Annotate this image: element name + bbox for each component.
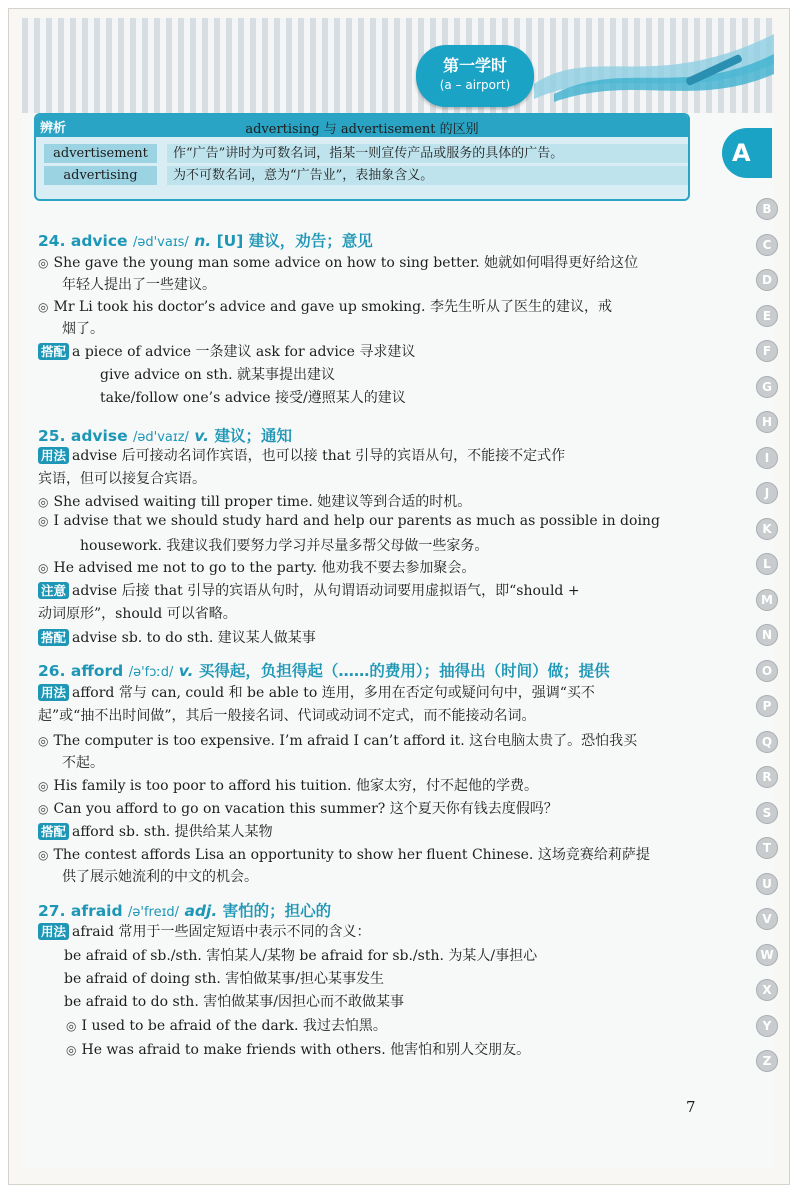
collocation-line (38, 627, 316, 647)
phrase-line (64, 968, 384, 988)
index-letter-i[interactable]: I (756, 447, 778, 469)
example-line (38, 730, 637, 750)
collocation-label: 搭配 (38, 823, 69, 840)
usage-line (38, 705, 535, 725)
entry-24-heading (38, 229, 373, 251)
phrase-line (64, 945, 537, 965)
lesson-range: (a – airport) (439, 78, 511, 92)
entry-number: 26. (38, 662, 66, 680)
bullet-icon: ◎ (38, 256, 49, 270)
collocation-line (38, 821, 273, 841)
bullet-icon: ◎ (38, 495, 49, 509)
note-line (38, 603, 237, 623)
entry-phonetic: /əd'vaɪz/ (133, 430, 189, 445)
index-letter-r[interactable]: R (756, 766, 778, 788)
bullet-icon: ◎ (66, 1019, 77, 1033)
example-text: She advised waiting till proper time. 她建议等到合适的时机。 (53, 494, 472, 510)
example-line (38, 798, 558, 818)
index-letter-c[interactable]: C (756, 234, 778, 256)
index-letter-q[interactable]: Q (756, 731, 778, 753)
usage-text: 宾语，但可以接复合宾语。 (38, 471, 206, 487)
entry-phonetic: /ə'freɪd/ (128, 905, 180, 920)
usage-label: 用法 (38, 684, 69, 701)
usage-text: afraid 常用于一些固定短语中表示不同的含义： (72, 924, 371, 940)
index-letter-g[interactable]: G (756, 376, 778, 398)
entry-pos: v. (194, 427, 210, 445)
example-line (62, 752, 104, 772)
entry-pos: adj. (184, 902, 218, 920)
usage-label: 用法 (38, 447, 69, 464)
collocation-text: afford sb. sth. 提供给某人某物 (72, 824, 273, 840)
example-line (66, 1015, 387, 1035)
analysis-desc: 作“广告”讲时为可数名词，指某一则宣传产品或服务的具体的广告。 (167, 144, 690, 163)
example-line (38, 491, 471, 511)
example-line (66, 1039, 530, 1059)
entry-gloss: 害怕的；担心的 (222, 902, 332, 920)
usage-label: 用法 (38, 923, 69, 940)
analysis-term: advertisement (44, 144, 157, 163)
phrase-text: be afraid of sb./sth. 害怕某人/某物 be afraid for sb./sth. 为某人/事担心 (64, 948, 538, 964)
entry-gloss: 买得起，负担得起（……的费用）；抽得出（时间）做；提供 (198, 662, 610, 680)
note-line (38, 580, 580, 600)
index-letter-d[interactable]: D (756, 269, 778, 291)
collocation-line (100, 387, 406, 407)
index-letter-u[interactable]: U (756, 873, 778, 895)
example-text: Mr Li took his doctor’s advice and gave up smoking. 李先生听从了医生的建议，戒 (53, 299, 612, 315)
collocation-text: advise sb. to do sth. 建议某人做某事 (72, 630, 316, 646)
index-letter-x[interactable]: X (756, 979, 778, 1001)
index-letter-k[interactable]: K (756, 518, 778, 540)
usage-text: 起”或“抽不出时间做”，其后一般接名词、代词或动词不定式，而不能接动名词。 (38, 708, 536, 724)
example-line (38, 775, 538, 795)
phrase-text: be afraid to do sth. 害怕做某事/因担心而不敢做某事 (64, 994, 404, 1010)
entry-word: advice (70, 232, 128, 250)
entry-word: afford (70, 662, 124, 680)
example-text: His family is too poor to afford his tuition. 他家太穷，付不起他的学费。 (53, 778, 538, 794)
bullet-icon: ◎ (38, 734, 49, 748)
bullet-icon: ◎ (38, 802, 49, 816)
analysis-header (36, 115, 688, 137)
note-text: advise 后接 that 引导的宾语从句时，从句谓语动词要用虚拟语气，即“should + (72, 583, 580, 599)
example-text: I used to be afraid of the dark. 我过去怕黑。 (81, 1018, 387, 1034)
analysis-title: advertising 与 advertisement 的区别 (245, 122, 479, 137)
example-text: She gave the young man some advice on how to sing better. 她就如何唱得更好给这位 (53, 255, 639, 271)
page-number: 7 (686, 1098, 696, 1116)
index-letter-j[interactable]: J (756, 482, 778, 504)
index-letter-m[interactable]: M (756, 589, 778, 611)
entry-number: 24. (38, 232, 66, 250)
collocation-label: 搭配 (38, 629, 69, 646)
analysis-box (34, 113, 690, 201)
example-line (62, 274, 216, 294)
entry-27-heading (38, 899, 331, 921)
entry-word: advise (70, 427, 128, 445)
example-line (80, 535, 488, 555)
example-text: 供了展示她流利的中文的机会。 (62, 869, 258, 885)
example-text: He advised me not to go to the party. 他劝我不要去参加聚会。 (53, 560, 476, 576)
analysis-desc: 为不可数名词，意为“广告业”，表抽象含义。 (167, 166, 690, 185)
lesson-badge (416, 45, 534, 107)
note-label: 注意 (38, 582, 69, 599)
bullet-icon: ◎ (38, 561, 49, 575)
index-letter-h[interactable]: H (756, 411, 778, 433)
entry-pos: v. (178, 662, 194, 680)
example-line (38, 252, 638, 272)
example-line (38, 557, 475, 577)
note-text: 动词原形”，should 可以省略。 (38, 606, 237, 622)
index-letter-t[interactable]: T (756, 837, 778, 859)
index-letter-w[interactable]: W (756, 944, 778, 966)
example-text: 年轻人提出了一些建议。 (62, 277, 216, 293)
index-letter-e[interactable]: E (756, 305, 778, 327)
index-letter-f[interactable]: F (756, 340, 778, 362)
entry-number: 27. (38, 902, 66, 920)
collocation-text: a piece of advice 一条建议 ask for advice 寻求建议 (72, 344, 416, 360)
usage-line (38, 468, 206, 488)
header-wave-decoration (534, 24, 774, 104)
bullet-icon: ◎ (38, 300, 49, 314)
example-line (38, 296, 612, 316)
bullet-icon: ◎ (66, 1043, 77, 1057)
collocation-text: give advice on sth. 就某事提出建议 (100, 367, 335, 383)
example-text: Can you afford to go on vacation this summer? 这个夏天你有钱去度假吗？ (53, 801, 558, 817)
index-letter-p[interactable]: P (756, 695, 778, 717)
entry-phonetic: /əd'vaɪs/ (132, 235, 189, 250)
example-text: I advise that we should study hard and help our parents as much as possible in doing (53, 513, 660, 529)
usage-line (38, 921, 370, 941)
entry-phonetic: /ə'fɔːd/ (128, 665, 174, 680)
example-line (62, 866, 258, 886)
example-text: 不起。 (62, 755, 104, 771)
entry-26-heading (38, 659, 610, 681)
example-line (38, 844, 650, 864)
collocation-text: take/follow one’s advice 接受/遵照某人的建议 (100, 390, 406, 406)
index-letter-v[interactable]: V (756, 908, 778, 930)
entry-gloss: 建议；通知 (214, 427, 292, 445)
example-line (38, 513, 660, 529)
usage-line (38, 445, 565, 465)
example-text: He was afraid to make friends with others. 他害怕和别人交朋友。 (81, 1042, 531, 1058)
bullet-icon: ◎ (38, 848, 49, 862)
index-letter-n[interactable]: N (756, 624, 778, 646)
example-text: 烟了。 (62, 321, 104, 337)
entry-number: 25. (38, 427, 66, 445)
entry-word: afraid (70, 902, 123, 920)
index-letter-o[interactable]: O (756, 660, 778, 682)
usage-line (38, 682, 595, 702)
index-tab-active[interactable]: A (722, 128, 772, 178)
entry-pos: n. (194, 232, 212, 250)
analysis-term: advertising (44, 166, 157, 185)
example-text: The contest affords Lisa an opportunity to show her fluent Chinese. 这场竞赛给莉萨提 (53, 847, 650, 863)
index-letter-b[interactable]: B (756, 198, 778, 220)
analysis-tag: 辨析 (40, 121, 67, 136)
example-text: housework. 我建议我们要努力学习并尽量多帮父母做一些家务。 (80, 538, 489, 554)
entry-25-heading (38, 424, 292, 446)
bullet-icon: ◎ (38, 779, 49, 793)
collocation-line (38, 341, 415, 361)
entry-gloss: [U] 建议，劝告；意见 (216, 232, 373, 250)
phrase-line (64, 991, 404, 1011)
example-line (62, 318, 104, 338)
usage-text: afford 常与 can, could 和 be able to 连用，多用在否定句或疑问句中，强调“买不 (72, 685, 595, 701)
phrase-text: be afraid of doing sth. 害怕做某事/担心某事发生 (64, 971, 384, 987)
index-letter-z[interactable]: Z (756, 1050, 778, 1072)
index-letter-y[interactable]: Y (756, 1015, 778, 1037)
usage-text: advise 后可接动名词作宾语，也可以接 that 引导的宾语从句，不能接不定式作 (72, 448, 566, 464)
index-letter-l[interactable]: L (756, 553, 778, 575)
collocation-label: 搭配 (38, 343, 69, 360)
lesson-title: 第一学时 (442, 56, 507, 75)
collocation-line (100, 364, 335, 384)
index-letter-s[interactable]: S (756, 802, 778, 824)
example-text: The computer is too expensive. I’m afraid I can’t afford it. 这台电脑太贵了。恐怕我买 (53, 733, 638, 749)
bullet-icon: ◎ (38, 514, 49, 528)
